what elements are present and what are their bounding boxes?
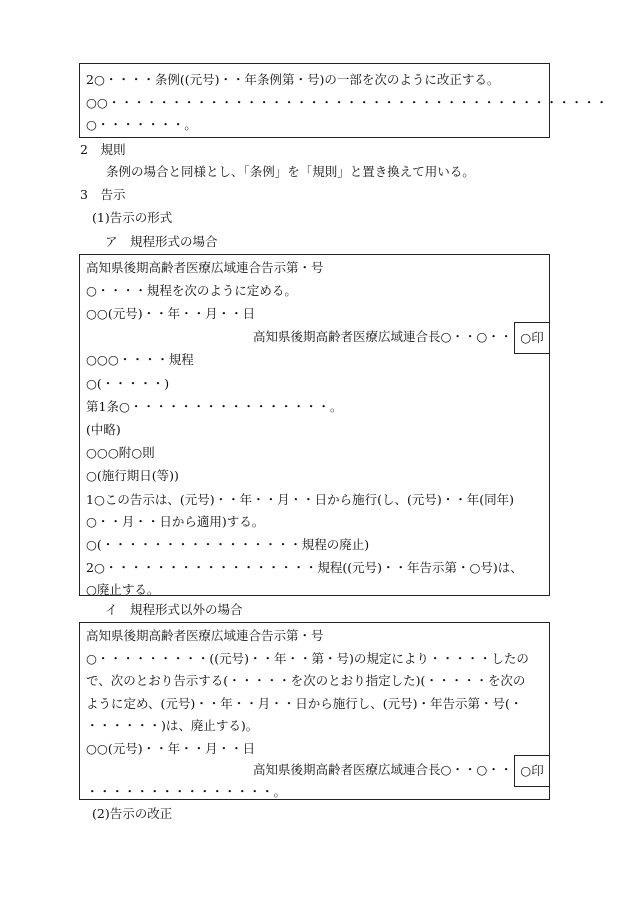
- notice-line: ・・・・・・)は、廃止する)。: [86, 718, 259, 733]
- seal-box: ○印: [514, 322, 550, 354]
- subsection-a-heading: ア 規程形式の場合: [105, 234, 218, 249]
- subsection-i-heading: イ 規程形式以外の場合: [105, 602, 243, 617]
- section-2-body: 条例の場合と同様とし、「条例」を「規則」と置き換えて用いる。: [106, 164, 475, 179]
- subsection-2-heading: (2)告示の改正: [92, 806, 173, 821]
- notice-line: ・・・・・・・・・・・・・・・。: [86, 784, 287, 799]
- notice-line: で、次のとおり告示する(・・・・・を次のとおり指定した)(・・・・・を次の: [86, 673, 526, 688]
- notice-line: ○○○・・・・規程: [86, 352, 194, 367]
- notice-line: ○(・・・・・): [86, 376, 170, 391]
- seal-box: ○印: [514, 755, 550, 787]
- notice-signer: 高知県後期高齢者医療広域連合長○・・○・・: [253, 329, 513, 344]
- notice-line: ○・・月・・日から適用)する。: [86, 514, 265, 529]
- amendment-line-2: ○○・・・・・・・・・・・・・・・・・・・・・・・・・・・・・・・・・・・・・・・・: [86, 95, 608, 110]
- notice-line: ○廃止する。: [86, 582, 160, 597]
- amendment-line-1: 2○・・・・条例((元号)・・年条例第・号)の一部を次のように改正する。: [86, 72, 500, 87]
- notice-line: ように定め、(元号)・・年・・月・・日から施行し、(元号)・年告示第・号(・: [86, 696, 523, 711]
- section-2-heading: 2 規則: [80, 142, 126, 157]
- notice-line: 1○この告示は、(元号)・・年・・月・・日から施行(し、(元号)・・年(同年): [86, 492, 514, 507]
- subsection-1-heading: (1)告示の形式: [92, 210, 173, 225]
- notice-line: 第1条○・・・・・・・・・・・・・・・・。: [86, 399, 343, 414]
- notice-line: ○・・・・規程を次のように定める。: [86, 283, 297, 298]
- notice-line: 2○・・・・・・・・・・・・・・・・・規程((元号)・・年告示第・○号)は、: [86, 560, 523, 575]
- notice-signer: 高知県後期高齢者医療広域連合長○・・○・・: [253, 762, 513, 777]
- notice-line: (中略): [86, 422, 121, 437]
- notice-number: 高知県後期高齢者医療広域連合告示第・号: [86, 260, 324, 275]
- notice-date: ○○(元号)・・年・・月・・日: [86, 741, 256, 756]
- notice-number: 高知県後期高齢者医療広域連合告示第・号: [86, 628, 324, 643]
- amendment-line-3: ○・・・・・・・。: [86, 117, 197, 132]
- section-3-heading: 3 告示: [80, 187, 126, 202]
- notice-line: ○・・・・・・・・・((元号)・・年・・第・号)の規定により・・・・・したの: [86, 651, 529, 666]
- notice-line: ○○○附○則: [86, 445, 155, 460]
- notice-line: ○(施行期日(等)): [86, 468, 179, 483]
- notice-date: ○○(元号)・・年・・月・・日: [86, 306, 256, 321]
- notice-line: ○(・・・・・・・・・・・・・・・・規程の廃止): [86, 537, 370, 552]
